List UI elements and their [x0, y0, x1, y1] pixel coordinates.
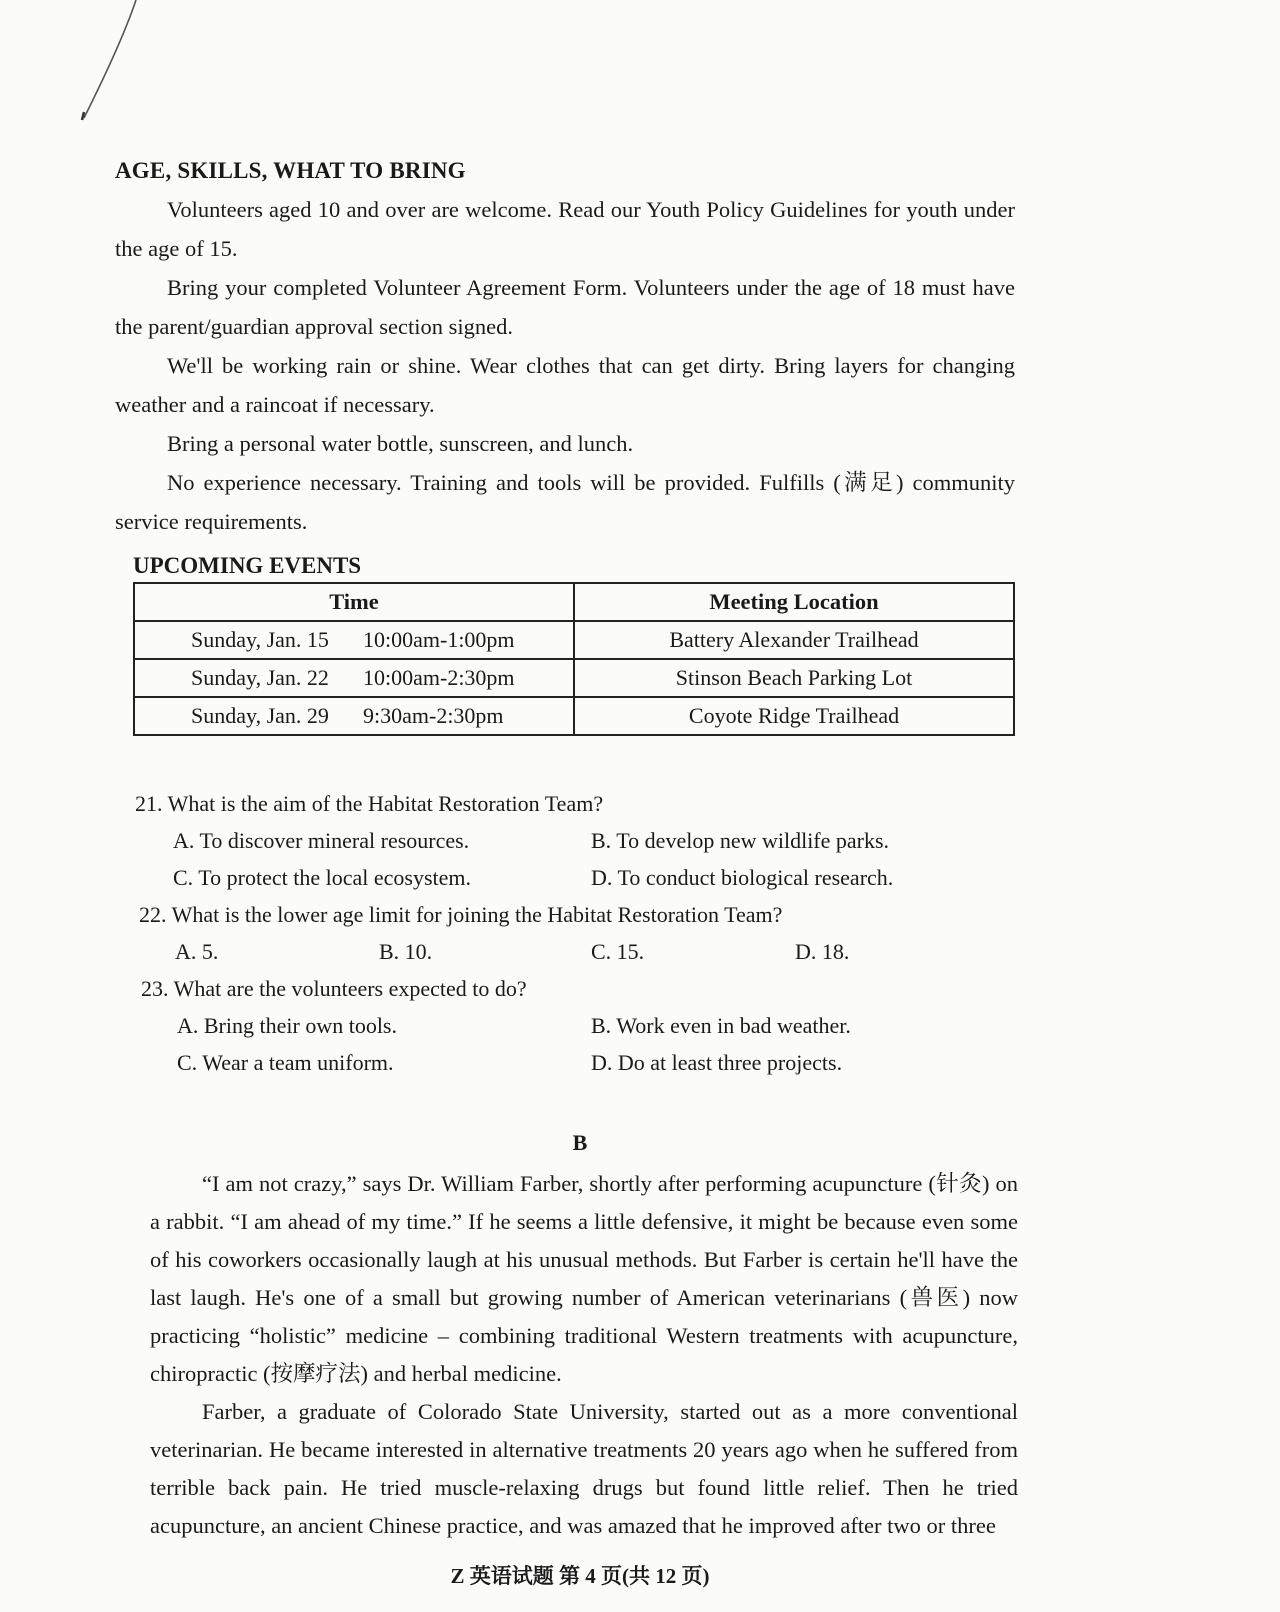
header-location: Meeting Location — [574, 583, 1014, 621]
location-cell: Battery Alexander Trailhead — [574, 621, 1014, 659]
page-footer: Z 英语试题 第 4 页(共 12 页) — [450, 1564, 710, 1588]
option-b: B. Work even in bad weather. — [591, 1013, 851, 1038]
event-hours: 10:00am-2:30pm — [363, 665, 515, 690]
event-hours: 9:30am-2:30pm — [363, 703, 504, 728]
option-c: C. 15. — [591, 939, 645, 964]
time-cell — [134, 621, 574, 659]
option-row — [135, 1044, 1035, 1081]
option-b: B. 10. — [379, 939, 433, 964]
reading-passage — [150, 1165, 1018, 1545]
option-c: C. Wear a team uniform. — [177, 1050, 394, 1075]
location-cell: Stinson Beach Parking Lot — [574, 659, 1014, 697]
option-row — [135, 933, 1035, 970]
location-cell: Coyote Ridge Trailhead — [574, 697, 1014, 735]
table-row — [134, 697, 1014, 735]
question-stem: 21. What is the aim of the Habitat Restoration Team? — [135, 791, 604, 816]
events-table — [133, 582, 1015, 736]
option-d: D. 18. — [795, 939, 850, 964]
time-cell — [134, 659, 574, 697]
intro-paragraph: We'll be working rain or shine. Wear clothes that can get dirty. Bring layers for changing weather and a raincoat if necessary. — [115, 353, 1015, 417]
option-a: A. To discover mineral resources. — [173, 828, 470, 853]
passage-paragraph: “I am not crazy,” says Dr. William Farber, shortly after performing acupuncture (针灸) on a rabbit. “I am ahead of my time.” If he seems a little defensive, it might be because even some of his coworkers occasionally laugh at his unusual methods. But Farber is certain he'll have the last laugh. He's one of a small but growing number of American veterinarians (兽医) now practicing “holistic” medicine – combining traditional Western treatments with acupuncture, chiropractic (按摩疗法) and herbal medicine. — [150, 1171, 1018, 1386]
option-row — [135, 1007, 1035, 1044]
event-date: Sunday, Jan. 15 — [191, 627, 329, 652]
event-hours: 10:00am-1:00pm — [363, 627, 515, 652]
option-d: D. Do at least three projects. — [591, 1050, 843, 1075]
table-row — [134, 621, 1014, 659]
question-stem: 22. What is the lower age limit for joining the Habitat Restoration Team? — [139, 902, 783, 927]
intro-paragraph: Volunteers aged 10 and over are welcome. Read our Youth Policy Guidelines for youth under the age of 15. — [115, 197, 1015, 261]
events-title: UPCOMING EVENTS — [133, 553, 362, 578]
event-date: Sunday, Jan. 22 — [191, 665, 329, 690]
intro-paragraph: No experience necessary. Training and tools will be provided. Fulfills (满足) community service requirements. — [115, 470, 1015, 534]
table-header-row — [134, 583, 1014, 621]
table-row — [134, 659, 1014, 697]
option-b: B. To develop new wildlife parks. — [591, 828, 890, 853]
option-row — [135, 859, 1035, 896]
passage-paragraph: Farber, a graduate of Colorado State University, started out as a more conventional veterinarian. He became interested in alternative treatments 20 years ago when he suffered from terrible back pain. He tried muscle-relaxing drugs but found little relief. Then he tried acupuncture, an ancient Chinese practice, and was amazed that he improved after two or three — [150, 1399, 1018, 1538]
question-stem: 23. What are the volunteers expected to do? — [141, 976, 527, 1001]
option-c: C. To protect the local ecosystem. — [173, 865, 472, 890]
pen-stroke-mark — [78, 0, 148, 125]
event-date: Sunday, Jan. 29 — [191, 703, 329, 728]
section-heading: AGE, SKILLS, WHAT TO BRING — [115, 158, 466, 183]
intro-text — [115, 190, 1015, 541]
option-a: A. Bring their own tools. — [177, 1013, 397, 1038]
intro-paragraph: Bring your completed Volunteer Agreement Form. Volunteers under the age of 18 must have the parent/guardian approval section signed. — [115, 275, 1015, 339]
option-a: A. 5. — [175, 939, 219, 964]
option-d: D. To conduct biological research. — [591, 865, 894, 890]
time-cell — [134, 697, 574, 735]
questions-block — [135, 785, 1035, 1081]
section-b-label: B — [572, 1130, 588, 1155]
intro-paragraph: Bring a personal water bottle, sunscreen, and lunch. — [167, 431, 634, 456]
header-time: Time — [134, 583, 574, 621]
option-row — [135, 822, 1035, 859]
